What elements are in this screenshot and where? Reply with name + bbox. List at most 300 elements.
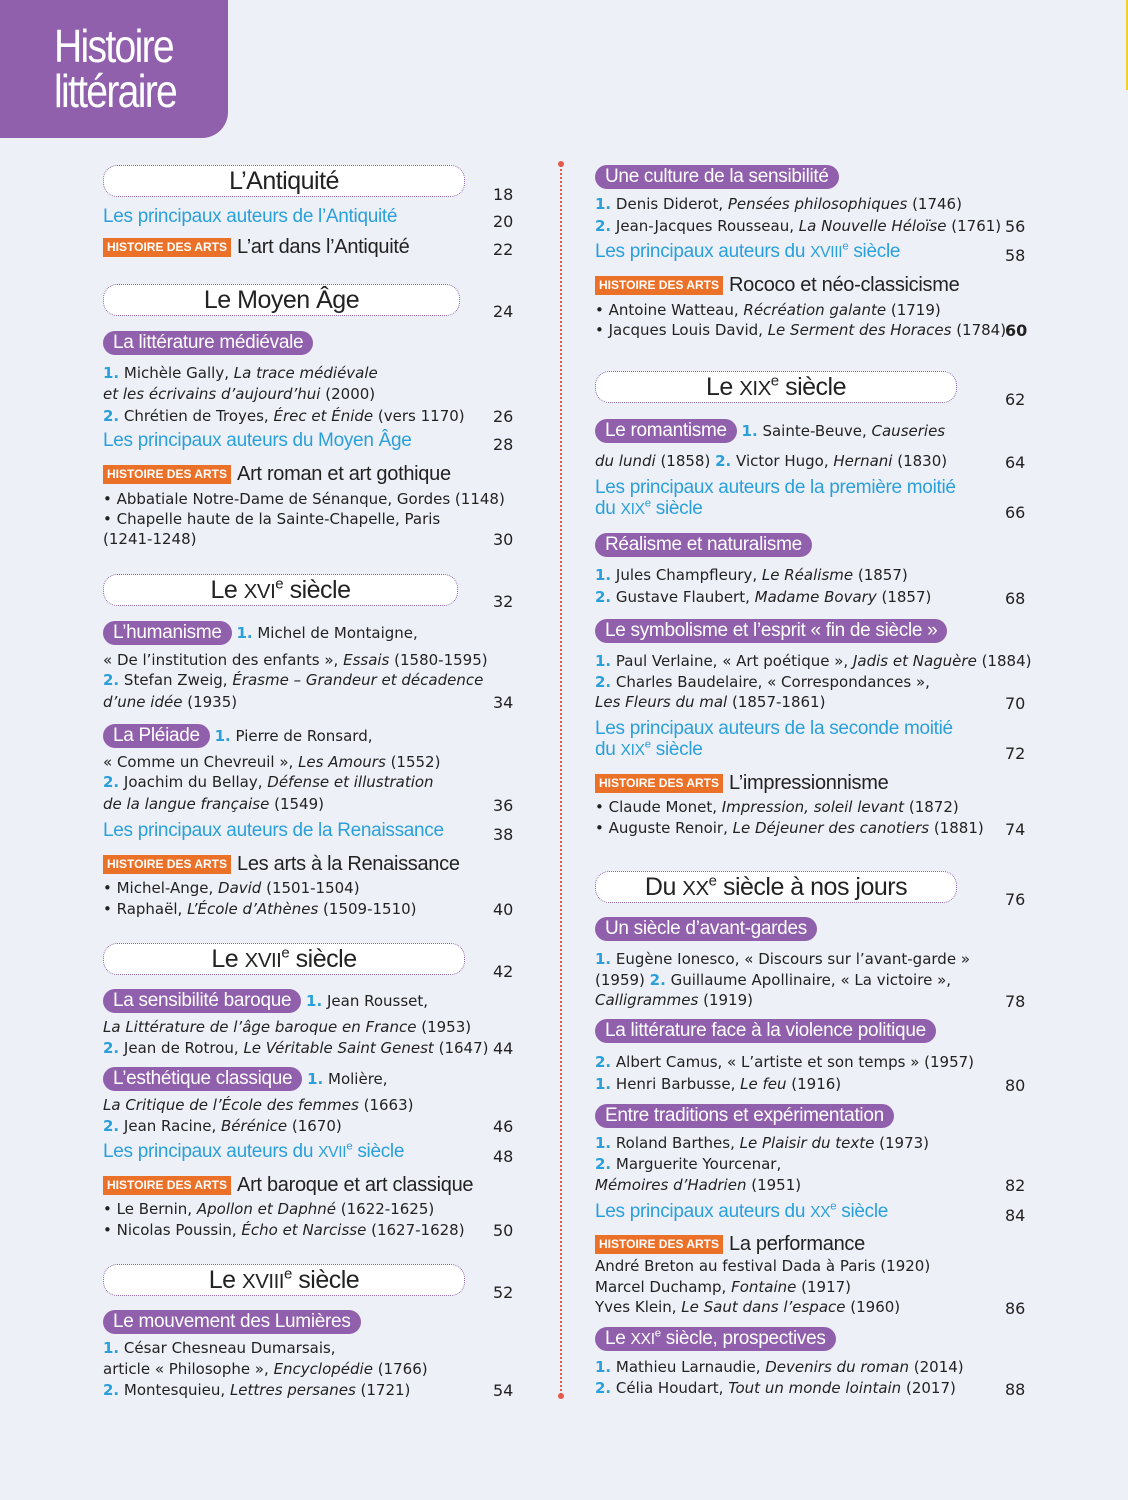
section-heading-xviiie[interactable] xyxy=(103,1264,465,1296)
entry-title: article « Philosophe », xyxy=(103,1360,274,1378)
bullet-work: David xyxy=(218,879,262,897)
toc-link-text xyxy=(595,1201,888,1222)
toc-text-entry xyxy=(595,565,1035,586)
entry-work: Pensées philosophiques xyxy=(727,195,908,213)
entry-date: (1919) xyxy=(698,991,753,1009)
page-title xyxy=(54,20,177,117)
heading-roman: XVII xyxy=(244,949,282,972)
toc-chapter-esthetique-classique[interactable] xyxy=(103,1067,543,1091)
toc-text-entry xyxy=(595,651,1035,672)
chapter-pill: L’humanisme xyxy=(103,621,232,645)
section-heading-moyen-age[interactable] xyxy=(103,284,460,316)
toc-entry-arts-rococo[interactable] xyxy=(595,274,1035,297)
page-number: 66 xyxy=(1005,503,1026,522)
heading-sup: e xyxy=(275,575,284,593)
entry-work: Le Véritable Saint Genest xyxy=(243,1039,434,1057)
toc-chapter-violence-politique[interactable] xyxy=(595,1019,1035,1043)
toc-chapter-traditions[interactable] xyxy=(595,1104,1035,1128)
chapter-pill: Un siècle d’avant-gardes xyxy=(595,917,817,941)
entry-author: César Chesneau Dumarsais, xyxy=(123,1339,336,1357)
link-roman: XVII xyxy=(318,1144,347,1161)
chapter-pill: L’esthétique classique xyxy=(103,1067,302,1091)
heading-text: siècle xyxy=(291,1266,360,1294)
heading-sup: e xyxy=(281,944,290,962)
entry-author: Stefan Zweig, xyxy=(123,671,233,689)
entry-date: (1951) xyxy=(746,1176,802,1194)
entry-date: (1746) xyxy=(907,195,962,213)
arts-badge: HISTOIRE DES ARTS xyxy=(103,1176,231,1195)
entry-number: 2. xyxy=(103,1117,120,1135)
entry-date: (2017) xyxy=(901,1379,956,1397)
entry-date: (1647) xyxy=(433,1039,489,1057)
chapter-pill xyxy=(595,1327,836,1351)
arts-title: Rococo et néo-classicisme xyxy=(729,274,960,296)
entry-work: Bérénice xyxy=(221,1117,288,1135)
entry-number: 2. xyxy=(649,971,666,989)
toc-link-auteurs-renaissance[interactable] xyxy=(103,820,543,842)
entry-work: Le Réalisme xyxy=(761,566,854,584)
entry-number: 2. xyxy=(103,1039,120,1057)
bullet-work: Impression, soleil levant xyxy=(721,798,905,816)
entry-number: 1. xyxy=(306,992,323,1010)
entry-author: Montesquieu, xyxy=(123,1381,230,1399)
toc-text-entry xyxy=(103,384,543,405)
page-number: 44 xyxy=(493,1039,514,1058)
entry-author: Célia Houdart, xyxy=(615,1379,729,1397)
entry-work: Tout un monde lointain xyxy=(728,1379,902,1397)
entry-number: 1. xyxy=(595,950,612,968)
link-sup: e xyxy=(346,1140,353,1153)
entry-date: (1973) xyxy=(874,1134,930,1152)
bullet-author: • Nicolas Poussin, xyxy=(103,1221,242,1239)
entry-work: Encyclopédie xyxy=(273,1360,373,1378)
toc-text-entry xyxy=(103,794,543,815)
toc-chapter-lumieres[interactable] xyxy=(103,1310,543,1334)
toc-chapter-romantisme[interactable] xyxy=(595,419,1035,443)
entry-number: 2. xyxy=(715,452,732,470)
toc-link-text: Les principaux auteurs du Moyen Âge xyxy=(103,430,412,451)
toc-bullet xyxy=(595,1277,1035,1298)
link-part: siècle xyxy=(836,1201,889,1222)
chapter-pill: Une culture de la sensibilité xyxy=(595,165,839,189)
toc-chapter-sensibilite-baroque[interactable] xyxy=(103,989,543,1013)
link-part: siècle xyxy=(848,241,901,262)
entry-author: Mathieu Larnaudie, xyxy=(615,1358,766,1376)
entry-author: Jean Racine, xyxy=(123,1117,222,1135)
entry-author: Eugène Ionesco, « Discours sur l’avant-garde » xyxy=(615,950,970,968)
section-heading-text: L’Antiquité xyxy=(229,167,339,195)
arts-badge: HISTOIRE DES ARTS xyxy=(103,465,231,484)
toc-link-text: Les principaux auteurs de la Renaissance xyxy=(103,820,444,841)
arts-badge: HISTOIRE DES ARTS xyxy=(103,855,231,874)
page-number: 72 xyxy=(1005,744,1026,763)
link-sup: e xyxy=(644,738,651,751)
entry-number: 2. xyxy=(595,1379,612,1397)
page-title-line1: Histoire xyxy=(54,20,173,72)
entry-date: (1549) xyxy=(269,795,324,813)
toc-chapter-xxie[interactable] xyxy=(595,1327,1035,1351)
page-number: 60 xyxy=(1005,321,1028,340)
toc-entry-arts-renaissance[interactable] xyxy=(103,853,543,876)
page-number: 84 xyxy=(1005,1206,1026,1225)
toc-text-entry xyxy=(595,990,1035,1011)
toc-bullet: André Breton au festival Dada à Paris (1920) xyxy=(595,1257,931,1275)
toc-bullet xyxy=(595,320,1035,341)
arts-title: L’art dans l’Antiquité xyxy=(237,236,410,258)
toc-text-entry xyxy=(595,1378,1035,1399)
heading-roman: XIX xyxy=(739,377,771,400)
chapter-pill: Le romantisme xyxy=(595,419,737,443)
entry-date: (1959) xyxy=(595,971,650,989)
toc-text-entry xyxy=(103,1017,543,1038)
link-roman: XX xyxy=(810,1204,831,1221)
entry-work: et les écrivains d’aujourd’hui xyxy=(103,385,321,403)
entry-work: Lettres persanes xyxy=(229,1381,356,1399)
bullet-date: (1784) xyxy=(951,321,1007,339)
heading-text: Le xyxy=(705,373,740,401)
entry-number: 1. xyxy=(214,727,231,745)
toc-text-entry xyxy=(595,692,1035,713)
page-number: 24 xyxy=(493,302,514,321)
entry-author: Michèle Gally, xyxy=(123,364,234,382)
page-number: 68 xyxy=(1005,589,1026,608)
entry-work: Jadis et Naguère xyxy=(852,652,977,670)
heading-roman: XVIII xyxy=(242,1270,284,1293)
link-sup: e xyxy=(644,497,651,510)
entry-author: Marguerite Yourcenar, xyxy=(615,1155,782,1173)
entry-author: Jean de Rotrou, xyxy=(123,1039,244,1057)
heading-text: Le xyxy=(211,945,245,973)
entry-author: Pierre de Ronsard, xyxy=(235,727,373,745)
heading-sup: e xyxy=(770,372,779,390)
chapter-pill: La littérature face à la violence politique xyxy=(595,1019,936,1043)
page-number: 80 xyxy=(1005,1076,1026,1095)
page-number: 76 xyxy=(1005,890,1026,909)
link-part: siècle xyxy=(650,739,703,760)
toc-link-auteurs-antiquite[interactable] xyxy=(103,206,543,228)
entry-date: (2014) xyxy=(909,1358,964,1376)
entry-work: La Littérature de l’âge baroque en France xyxy=(103,1018,417,1036)
column-divider xyxy=(560,165,562,1395)
section-heading-xxe[interactable] xyxy=(595,871,957,903)
bullet-work: Le Saut dans l’espace xyxy=(681,1298,846,1316)
toc-entry-arts-antiquite[interactable] xyxy=(103,236,543,259)
chapter-pill: Entre traditions et expérimentation xyxy=(595,1104,894,1128)
entry-work: Hernani xyxy=(833,452,893,470)
section-heading-antiquite[interactable] xyxy=(103,165,465,197)
toc-text-entry xyxy=(595,970,1035,991)
toc-bullet xyxy=(595,818,1035,839)
entry-work: de la langue française xyxy=(103,795,270,813)
pill-part: siècle, prospectives xyxy=(660,1328,826,1349)
bullet-author: Yves Klein, xyxy=(595,1298,682,1316)
heading-text: siècle xyxy=(289,945,357,973)
entry-author: Charles Baudelaire, « Correspondances », xyxy=(615,673,930,691)
toc-chapter-sensibilite[interactable] xyxy=(595,165,1035,189)
toc-bullet xyxy=(595,1297,1035,1318)
entry-date: (1857) xyxy=(876,588,932,606)
toc-link-auteurs-xxe[interactable] xyxy=(595,1201,1035,1223)
toc-text-entry xyxy=(103,670,543,691)
page-number: 82 xyxy=(1005,1176,1026,1195)
toc-chapter-humanisme[interactable] xyxy=(103,621,543,645)
page-number: 26 xyxy=(493,407,514,426)
entry-title: « Comme un Chevreuil », xyxy=(103,753,299,771)
bullet-author: • Auguste Renoir, xyxy=(595,819,733,837)
toc-link-auteurs-xixe-1[interactable] xyxy=(595,477,1035,520)
entry-number: 2. xyxy=(595,1053,612,1071)
section-heading-text: Le Moyen Âge xyxy=(203,286,360,314)
toc-entry-arts-performance[interactable] xyxy=(595,1233,1035,1256)
entry-number: 1. xyxy=(595,1075,612,1093)
entry-work: Érasme – Grandeur et décadence xyxy=(232,671,484,689)
page-number: 36 xyxy=(493,796,514,815)
arts-title: La performance xyxy=(729,1233,865,1255)
entry-date: (1916) xyxy=(786,1075,842,1093)
bullet-work: L’École d’Athènes xyxy=(187,900,319,918)
toc-link-auteurs-xixe-2[interactable] xyxy=(595,718,1035,761)
page-number: 34 xyxy=(493,693,514,712)
arts-title: Art baroque et art classique xyxy=(237,1174,474,1196)
bullet-date: (1960) xyxy=(845,1298,901,1316)
page-number: 38 xyxy=(493,825,514,844)
toc-text-entry xyxy=(103,752,543,773)
toc-link-text xyxy=(595,477,956,519)
arts-badge: HISTOIRE DES ARTS xyxy=(595,1235,723,1254)
section-heading-xvie[interactable] xyxy=(103,574,458,606)
bullet-author: • Claude Monet, xyxy=(595,798,722,816)
bullet-author: • Antoine Watteau, xyxy=(595,301,744,319)
chapter-pill: Le mouvement des Lumières xyxy=(103,1310,361,1334)
entry-number: 1. xyxy=(741,422,758,440)
entry-number: 1. xyxy=(103,364,120,382)
toc-entry-arts-baroque[interactable] xyxy=(103,1174,543,1197)
toc-text-entry xyxy=(595,1357,1035,1378)
entry-work: Madame Bovary xyxy=(754,588,877,606)
heading-text: Le xyxy=(210,576,244,604)
bullet-date: (1622-1625) xyxy=(336,1200,435,1218)
entry-work: Les Amours xyxy=(298,753,386,771)
entry-number: 2. xyxy=(103,407,120,425)
toc-bullet xyxy=(103,878,543,899)
toc-chapter-realisme[interactable] xyxy=(595,533,1035,557)
bullet-date: (1627-1628) xyxy=(366,1221,465,1239)
link-roman: XVIII xyxy=(810,244,843,261)
chapter-pill: La sensibilité baroque xyxy=(103,989,301,1013)
entry-work: Le feu xyxy=(740,1075,787,1093)
toc-chapter-pleiade[interactable] xyxy=(103,724,543,748)
bullet-author: • Jacques Louis David, xyxy=(595,321,768,339)
page-number: 70 xyxy=(1005,694,1026,713)
entry-date: (1761) xyxy=(946,217,1002,235)
entry-number: 1. xyxy=(595,1134,612,1152)
page-number: 52 xyxy=(493,1283,514,1302)
entry-author: Sainte-Beuve, xyxy=(762,422,872,440)
entry-work: Les Fleurs du mal xyxy=(595,693,728,711)
entry-number: 2. xyxy=(103,773,120,791)
entry-date: (1858) xyxy=(655,452,716,470)
link-part: du xyxy=(595,739,621,760)
heading-text: siècle à nos jours xyxy=(716,873,908,901)
entry-number: 2. xyxy=(595,1155,612,1173)
link-sup: e xyxy=(830,1200,837,1213)
entry-number: 1. xyxy=(595,195,612,213)
link-part: Les principaux auteurs de la seconde moitié xyxy=(595,718,953,739)
toc-entry-arts-impressionnisme[interactable] xyxy=(595,772,1035,795)
entry-author: Gustave Flaubert, xyxy=(615,588,755,606)
entry-work: Défense et illustration xyxy=(267,773,434,791)
toc-bullet: (1241-1248) xyxy=(103,530,197,548)
toc-text-entry xyxy=(103,1338,543,1359)
page-number: 18 xyxy=(493,185,514,204)
pill-roman: XXI xyxy=(630,1331,655,1348)
entry-work: Causeries xyxy=(871,422,946,440)
page-number: 48 xyxy=(493,1147,514,1166)
bullet-author: • Raphaël, xyxy=(103,900,188,918)
entry-author: Chrétien de Troyes, xyxy=(123,407,274,425)
bullet-work: Apollon et Daphné xyxy=(196,1200,336,1218)
pill-sup: e xyxy=(654,1327,661,1340)
entry-author: Albert Camus, « L’artiste et son temps » (1957) xyxy=(615,1053,975,1071)
arts-title: Les arts à la Renaissance xyxy=(237,853,460,875)
toc-text-entry xyxy=(103,772,543,793)
page-number: 28 xyxy=(493,435,514,454)
entry-author: Jules Champfleury, xyxy=(615,566,762,584)
entry-date: (1884) xyxy=(976,652,1032,670)
toc-link-text xyxy=(595,241,900,262)
entry-date: (1857-1861) xyxy=(727,693,826,711)
page-number: 46 xyxy=(493,1117,514,1136)
entry-work: du lundi xyxy=(595,452,656,470)
link-part: siècle xyxy=(352,1141,405,1162)
chapter-pill: La Pléiade xyxy=(103,724,210,748)
heading-roman: XX xyxy=(682,877,709,900)
toc-link-auteurs-xviie[interactable] xyxy=(103,1141,543,1163)
entry-date: (1580-1595) xyxy=(389,651,488,669)
toc-link-auteurs-moyen-age[interactable] xyxy=(103,430,543,452)
bullet-author: • Le Bernin, xyxy=(103,1200,197,1218)
toc-bullet xyxy=(103,1199,543,1220)
page-number: 88 xyxy=(1005,1380,1026,1399)
bullet-date: (1509-1510) xyxy=(318,900,417,918)
entry-author: Molière, xyxy=(328,1070,388,1088)
heading-text: siècle xyxy=(778,373,847,401)
entry-author: Denis Diderot, xyxy=(615,195,728,213)
toc-text-entry xyxy=(103,692,543,713)
toc-entry-arts-moyen-age[interactable] xyxy=(103,463,543,486)
entry-work: Érec et Énide xyxy=(273,407,374,425)
entry-author: Joachim du Bellay, xyxy=(123,773,268,791)
entry-date: (1830) xyxy=(892,452,948,470)
bullet-date: (1501-1504) xyxy=(261,879,360,897)
toc-link-text xyxy=(103,1141,404,1162)
toc-link-text: Les principaux auteurs de l’Antiquité xyxy=(103,206,398,227)
toc-text-entry xyxy=(595,451,1035,472)
entry-author: Guillaume Apollinaire, « La victoire », xyxy=(670,971,952,989)
section-heading-xixe[interactable] xyxy=(595,371,957,403)
heading-sup: e xyxy=(708,872,717,890)
page-number: 58 xyxy=(1005,246,1026,265)
entry-title: « De l’institution des enfants », xyxy=(103,651,344,669)
heading-roman: XVI xyxy=(243,580,276,603)
page-number: 30 xyxy=(493,530,514,549)
bullet-date: (1719) xyxy=(886,301,941,319)
page-number: 54 xyxy=(493,1381,514,1400)
entry-date: (vers 1170) xyxy=(373,407,465,425)
heading-sup: e xyxy=(283,1265,292,1283)
page-number: 20 xyxy=(493,212,514,231)
entry-number: 2. xyxy=(103,671,120,689)
link-sup: e xyxy=(842,240,849,253)
entry-author: Michel de Montaigne, xyxy=(257,624,418,642)
toc-bullet: • Abbatiale Notre-Dame de Sénanque, Gordes (1148) xyxy=(103,490,505,508)
bullet-author: • Michel-Ange, xyxy=(103,879,219,897)
entry-work: Calligrammes xyxy=(595,991,699,1009)
toc-bullet xyxy=(595,300,1035,321)
entry-date: (2000) xyxy=(320,385,376,403)
entry-author: Roland Barthes, xyxy=(615,1134,740,1152)
toc-text-entry xyxy=(595,1074,1035,1095)
chapter-pill: Le symbolisme et l’esprit « fin de siècle » xyxy=(595,619,947,643)
entry-date: (1953) xyxy=(416,1018,472,1036)
page-number: 56 xyxy=(1005,217,1026,236)
toc-text-entry xyxy=(595,1154,1035,1175)
entry-author: Jean Rousset, xyxy=(326,992,429,1010)
page-number: 78 xyxy=(1005,992,1026,1011)
toc-text-entry xyxy=(103,1359,543,1380)
page-number: 74 xyxy=(1005,820,1026,839)
toc-chapter-litterature-medievale[interactable] xyxy=(103,331,543,355)
page-number: 62 xyxy=(1005,390,1026,409)
entry-date: (1766) xyxy=(372,1360,428,1378)
entry-number: 2. xyxy=(595,588,612,606)
toc-text-entry xyxy=(103,1116,543,1137)
entry-number: 1. xyxy=(595,566,612,584)
entry-work: La Nouvelle Héloïse xyxy=(798,217,947,235)
section-heading-xviie[interactable] xyxy=(103,943,465,975)
entry-number: 2. xyxy=(103,1381,120,1399)
toc-text-entry xyxy=(103,1038,543,1059)
bullet-author: Marcel Duchamp, xyxy=(595,1278,732,1296)
toc-text-entry xyxy=(595,216,1035,237)
toc-chapter-symbolisme[interactable] xyxy=(595,619,1035,643)
entry-number: 1. xyxy=(103,1339,120,1357)
toc-link-auteurs-xviiie[interactable] xyxy=(595,241,1035,263)
toc-text-entry xyxy=(595,949,1035,970)
arts-badge: HISTOIRE DES ARTS xyxy=(103,238,231,257)
entry-number: 2. xyxy=(595,217,612,235)
entry-date: (1552) xyxy=(385,753,441,771)
entry-date: (1721) xyxy=(355,1381,411,1399)
toc-text-entry xyxy=(595,1175,1035,1196)
pill-part: Le xyxy=(605,1328,631,1349)
bullet-work: Fontaine xyxy=(731,1278,797,1296)
bullet-work: Récréation galante xyxy=(743,301,887,319)
page-number: 22 xyxy=(493,240,514,259)
entry-date: (1663) xyxy=(358,1096,414,1114)
toc-bullet xyxy=(103,1220,543,1241)
entry-date: (1935) xyxy=(182,693,238,711)
entry-date: (1670) xyxy=(287,1117,342,1135)
link-part: du xyxy=(595,498,621,519)
link-roman: XIX xyxy=(620,742,645,759)
heading-text: Le xyxy=(208,1266,243,1294)
toc-chapter-avant-gardes[interactable] xyxy=(595,917,1035,941)
page-number: 42 xyxy=(493,962,514,981)
page-number: 32 xyxy=(493,592,514,611)
entry-author: Henri Barbusse, xyxy=(615,1075,741,1093)
page-number: 86 xyxy=(1005,1299,1026,1318)
